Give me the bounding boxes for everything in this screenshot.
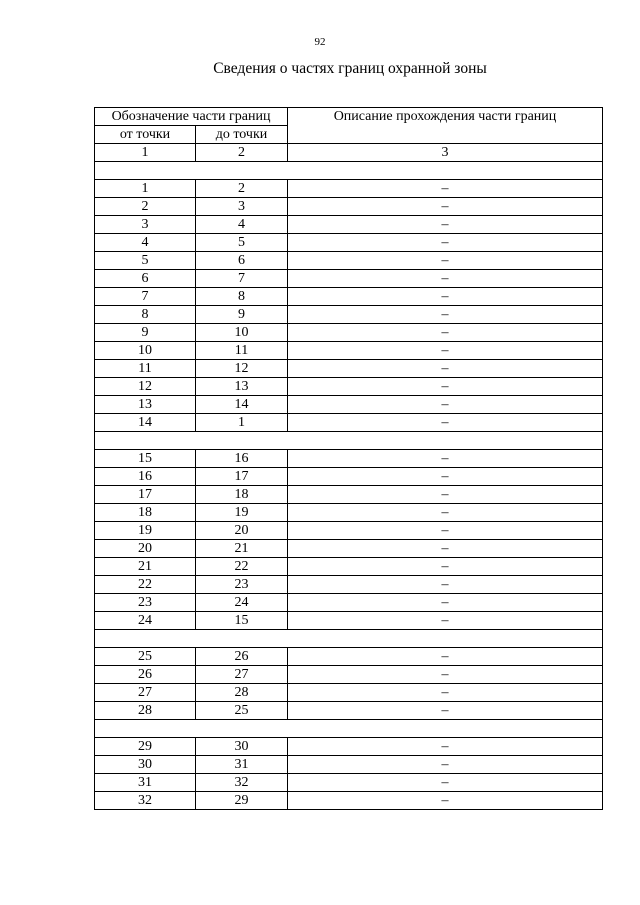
from-point-cell: 6: [95, 270, 196, 288]
from-point-cell: 17: [95, 486, 196, 504]
to-point-cell: 15: [196, 612, 288, 630]
from-point-cell: 27: [95, 684, 196, 702]
table-row: [95, 378, 603, 396]
table-row: [95, 774, 603, 792]
from-point-cell: 14: [95, 414, 196, 432]
description-cell: –: [288, 486, 603, 504]
to-point-cell: 22: [196, 558, 288, 576]
table-row: [95, 342, 603, 360]
to-point-cell: 4: [196, 216, 288, 234]
table-row: [95, 486, 603, 504]
description-cell: –: [288, 594, 603, 612]
to-point-cell: 9: [196, 306, 288, 324]
to-point-cell: 30: [196, 738, 288, 756]
from-point-cell: 10: [95, 342, 196, 360]
from-point-cell: 20: [95, 540, 196, 558]
header-to-point: до точки: [196, 126, 288, 144]
table-row: [95, 306, 603, 324]
from-point-cell: 5: [95, 252, 196, 270]
header-boundary-designation: Обозначение части границ: [95, 108, 288, 126]
to-point-cell: 14: [196, 396, 288, 414]
description-cell: –: [288, 468, 603, 486]
group-separator-row: [95, 720, 603, 738]
description-cell: –: [288, 522, 603, 540]
description-cell: –: [288, 396, 603, 414]
to-point-cell: 18: [196, 486, 288, 504]
description-cell: –: [288, 324, 603, 342]
from-point-cell: 12: [95, 378, 196, 396]
from-point-cell: 21: [95, 558, 196, 576]
table-row: [95, 738, 603, 756]
from-point-cell: 23: [95, 594, 196, 612]
table-row: [95, 234, 603, 252]
table-row: [95, 414, 603, 432]
from-point-cell: 11: [95, 360, 196, 378]
boundary-parts-table: [94, 107, 603, 810]
group-separator-cell: [95, 432, 603, 450]
description-cell: –: [288, 738, 603, 756]
to-point-cell: 19: [196, 504, 288, 522]
description-cell: –: [288, 450, 603, 468]
from-point-cell: 13: [95, 396, 196, 414]
to-point-cell: 13: [196, 378, 288, 396]
to-point-cell: 21: [196, 540, 288, 558]
to-point-cell: 28: [196, 684, 288, 702]
from-point-cell: 29: [95, 738, 196, 756]
table-row: [95, 288, 603, 306]
table-row: [95, 666, 603, 684]
from-point-cell: 8: [95, 306, 196, 324]
from-point-cell: 24: [95, 612, 196, 630]
to-point-cell: 10: [196, 324, 288, 342]
table-row: [95, 558, 603, 576]
description-cell: –: [288, 612, 603, 630]
description-cell: –: [288, 684, 603, 702]
to-point-cell: 31: [196, 756, 288, 774]
header-boundary-description: Описание прохождения части границ: [288, 108, 603, 144]
column-number: 1: [95, 144, 196, 162]
from-point-cell: 9: [95, 324, 196, 342]
description-cell: –: [288, 342, 603, 360]
table-row: [95, 540, 603, 558]
description-cell: –: [288, 756, 603, 774]
to-point-cell: 1: [196, 414, 288, 432]
table-row: [95, 648, 603, 666]
table-row: [95, 756, 603, 774]
description-cell: –: [288, 180, 603, 198]
from-point-cell: 2: [95, 198, 196, 216]
to-point-cell: 8: [196, 288, 288, 306]
from-point-cell: 22: [95, 576, 196, 594]
from-point-cell: 1: [95, 180, 196, 198]
from-point-cell: 15: [95, 450, 196, 468]
from-point-cell: 32: [95, 792, 196, 810]
to-point-cell: 6: [196, 252, 288, 270]
group-separator-cell: [95, 720, 603, 738]
to-point-cell: 7: [196, 270, 288, 288]
from-point-cell: 3: [95, 216, 196, 234]
description-cell: –: [288, 504, 603, 522]
column-number: 3: [288, 144, 603, 162]
table-row: [95, 198, 603, 216]
to-point-cell: 3: [196, 198, 288, 216]
to-point-cell: 5: [196, 234, 288, 252]
from-point-cell: 4: [95, 234, 196, 252]
to-point-cell: 20: [196, 522, 288, 540]
to-point-cell: 32: [196, 774, 288, 792]
description-cell: –: [288, 540, 603, 558]
description-cell: –: [288, 252, 603, 270]
table-body: [95, 162, 603, 810]
to-point-cell: 24: [196, 594, 288, 612]
table-row: [95, 252, 603, 270]
table-row: [95, 792, 603, 810]
from-point-cell: 30: [95, 756, 196, 774]
description-cell: –: [288, 792, 603, 810]
group-separator-row: [95, 630, 603, 648]
table-row: [95, 450, 603, 468]
table-row: [95, 396, 603, 414]
column-number: 2: [196, 144, 288, 162]
from-point-cell: 25: [95, 648, 196, 666]
document-title: Сведения о частях границ охранной зоны: [213, 60, 487, 77]
description-cell: –: [288, 306, 603, 324]
table-row: [95, 324, 603, 342]
table-row: [95, 468, 603, 486]
table-row: [95, 216, 603, 234]
description-cell: –: [288, 576, 603, 594]
page-number: 92: [314, 36, 326, 48]
from-point-cell: 18: [95, 504, 196, 522]
from-point-cell: 28: [95, 702, 196, 720]
from-point-cell: 16: [95, 468, 196, 486]
description-cell: –: [288, 234, 603, 252]
table-row: [95, 594, 603, 612]
group-separator-row: [95, 162, 603, 180]
description-cell: –: [288, 702, 603, 720]
description-cell: –: [288, 270, 603, 288]
to-point-cell: 25: [196, 702, 288, 720]
to-point-cell: 26: [196, 648, 288, 666]
description-cell: –: [288, 360, 603, 378]
table-row: [95, 702, 603, 720]
to-point-cell: 27: [196, 666, 288, 684]
description-cell: –: [288, 216, 603, 234]
to-point-cell: 12: [196, 360, 288, 378]
description-cell: –: [288, 198, 603, 216]
description-cell: –: [288, 378, 603, 396]
from-point-cell: 7: [95, 288, 196, 306]
table-row: [95, 522, 603, 540]
to-point-cell: 17: [196, 468, 288, 486]
to-point-cell: 23: [196, 576, 288, 594]
group-separator-cell: [95, 630, 603, 648]
from-point-cell: 26: [95, 666, 196, 684]
table-row: [95, 576, 603, 594]
group-separator-cell: [95, 162, 603, 180]
description-cell: –: [288, 774, 603, 792]
to-point-cell: 16: [196, 450, 288, 468]
from-point-cell: 31: [95, 774, 196, 792]
table-row: [95, 612, 603, 630]
from-point-cell: 19: [95, 522, 196, 540]
table-row: [95, 270, 603, 288]
table-row: [95, 360, 603, 378]
to-point-cell: 29: [196, 792, 288, 810]
to-point-cell: 11: [196, 342, 288, 360]
description-cell: –: [288, 648, 603, 666]
header-from-point: от точки: [95, 126, 196, 144]
description-cell: –: [288, 288, 603, 306]
table-row: [95, 684, 603, 702]
description-cell: –: [288, 558, 603, 576]
group-separator-row: [95, 432, 603, 450]
to-point-cell: 2: [196, 180, 288, 198]
description-cell: –: [288, 414, 603, 432]
table-row: [95, 180, 603, 198]
description-cell: –: [288, 666, 603, 684]
table-row: [95, 504, 603, 522]
